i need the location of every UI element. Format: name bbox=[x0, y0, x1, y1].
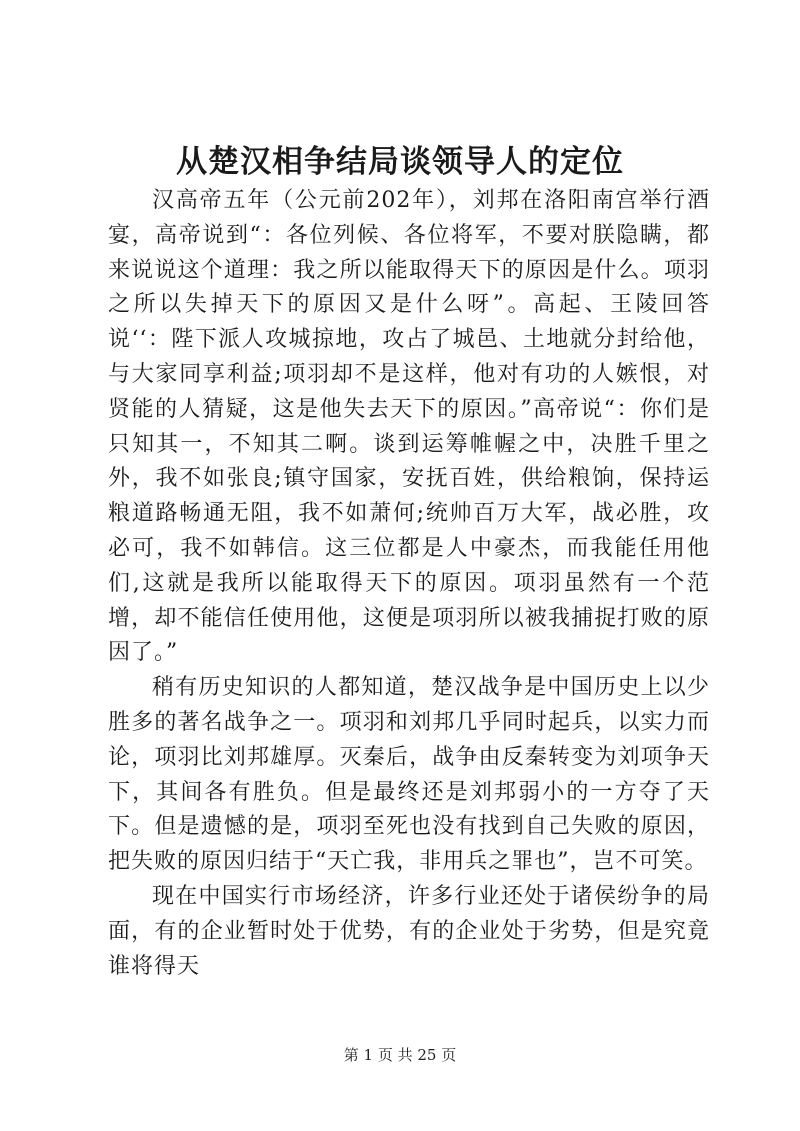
document-body bbox=[108, 184, 710, 984]
page-number-footer: 第 1 页 共 25 页 bbox=[343, 1046, 457, 1064]
paragraph-2: 稍有历史知识的人都知道，楚汉战争是中国历史上以少胜多的著名战争之一。项羽和刘邦几乎同时起兵，以实力而论，项羽比刘邦雄厚。灭秦后，战争由反秦转变为刘项争天下，其间各有胜负。但是最终还是刘邦弱小的一方夺了天下。但是遗憾的是，项羽至死也没有找到自己失败的原因，把失败的原因归结于“天亡我，非用兵之罪也”，岂不可笑。 bbox=[108, 675, 710, 875]
paragraph-3: 现在中国实行市场经济，许多行业还处于诸侯纷争的局面，有的企业暂时处于优势，有的企业处于劣势，但是究竟谁将得天 bbox=[108, 883, 710, 979]
document-title: 从楚汉相争结局谈领导人的定位 bbox=[176, 144, 624, 180]
paragraph-1: 汉高帝五年（公元前202年），刘邦在洛阳南宫举行酒宴，高帝说到“：各位列候、各位将军，不要对朕隐瞒，都来说说这个道理：我之所以能取得天下的原因是什么。项羽之所以失掉天下的原因又是什么呀”。高起、王陵回答说‘‘：陛下派人攻城掠地，攻占了城邑、土地就分封给他，与大家同享利益;项羽却不是这样，他对有功的人嫉恨，对贤能的人猜疑，这是他失去天下的原因。”高帝说“：你们是只知其一，不知其二啊。谈到运筹帷幄之中，决胜千里之外，我不如张良;镇守国家，安抚百姓，供给粮饷，保持运粮道路畅通无阻，我不如萧何;统帅百万大军，战必胜，攻必可，我不如韩信。这三位都是人中豪杰，而我能任用他们,这就是我所以能取得天下的原因。项羽虽然有一个范增，却不能信任使用他，这便是项羽所以被我捕捉打败的原因了。” bbox=[108, 188, 710, 666]
